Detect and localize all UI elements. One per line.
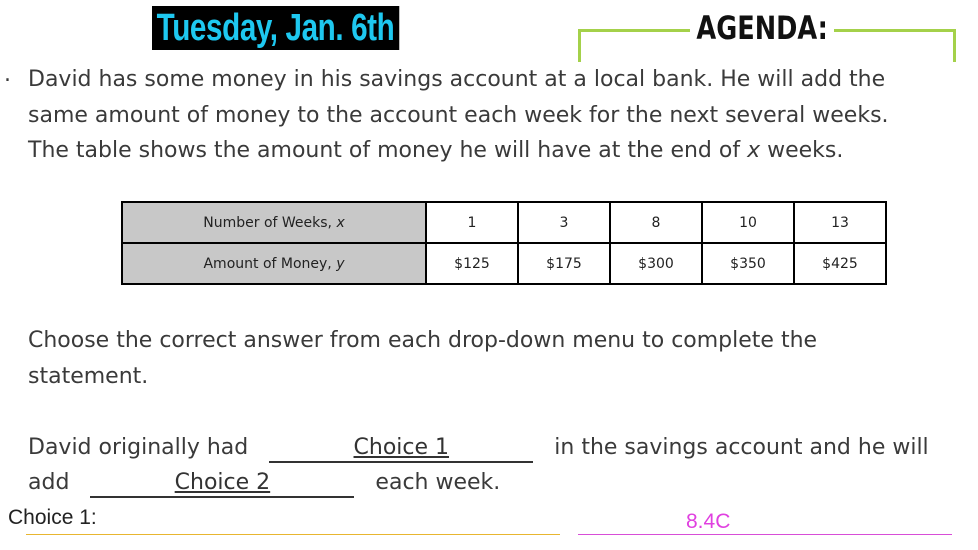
table-cell: $300 xyxy=(610,243,702,284)
row-header-money xyxy=(122,243,426,284)
row-header-money-text: Amount of Money, xyxy=(203,255,337,272)
table-cell: 3 xyxy=(518,202,610,243)
problem-line-1: David has some money in his savings account at a local bank. He will add the xyxy=(28,67,886,92)
table-cell: $425 xyxy=(794,243,886,284)
choice1-answer-label: Choice 1: xyxy=(8,506,97,529)
statement-part1: David originally had xyxy=(28,435,249,460)
choice2-dropdown[interactable]: Choice 2 xyxy=(90,470,354,498)
instruction-text: Choose the correct answer from each drop-down menu to complete the statement. xyxy=(28,328,818,389)
standard-line xyxy=(578,534,952,535)
problem-text xyxy=(28,62,958,169)
row-header-weeks xyxy=(122,202,426,243)
problem-line-2: same amount of money to the account each week for the next several weeks. xyxy=(28,102,889,128)
statement-line-2 xyxy=(28,468,500,498)
table-cell: 10 xyxy=(702,202,794,243)
list-bullet: . xyxy=(4,62,11,87)
row-header-weeks-var: x xyxy=(336,214,345,231)
statement-part2: in the savings account and he will xyxy=(554,435,929,460)
choice1-dropdown[interactable]: Choice 1 xyxy=(269,435,533,463)
row-header-weeks-text: Number of Weeks, xyxy=(203,214,337,231)
table-cell: 13 xyxy=(794,202,886,243)
problem-line-3-text: The table shows the amount of money he will have at the end of xyxy=(28,138,748,163)
table-cell: 8 xyxy=(610,202,702,243)
table-cell: $125 xyxy=(426,243,518,284)
standard-code: 8.4C xyxy=(686,510,731,533)
problem-line-3-end: weeks. xyxy=(760,138,844,163)
row-header-money-var: y xyxy=(336,255,345,272)
table-cell: $175 xyxy=(518,243,610,284)
table-cell: 1 xyxy=(426,202,518,243)
answer-line[interactable] xyxy=(26,534,560,535)
table-row-weeks xyxy=(122,202,886,243)
date-title: Tuesday, Jan. 6th xyxy=(152,6,399,50)
problem-line-3 xyxy=(28,133,958,169)
table-row-money xyxy=(122,243,886,284)
table-cell: $350 xyxy=(702,243,794,284)
variable-x: x xyxy=(747,138,761,163)
statement-part4: each week. xyxy=(375,470,501,495)
statement-part3: add xyxy=(28,470,70,495)
statement-line-1 xyxy=(28,433,929,463)
weeks-money-table xyxy=(121,201,887,285)
agenda-heading: AGENDA: xyxy=(690,10,834,46)
